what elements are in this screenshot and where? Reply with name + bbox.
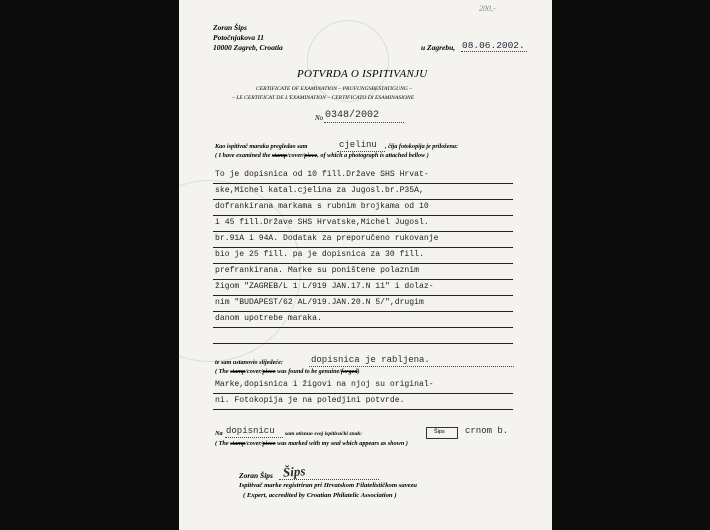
description-line-5: br.91A i 94A. Dodatak za preporučeno rukovanje — [215, 234, 439, 243]
description-line-10: danom upotrebe maraka. — [215, 314, 322, 323]
examined-en-post: , of which a photograph is attached bellow ) — [317, 152, 429, 159]
sender-street: Potočnjakova 11 — [213, 33, 265, 42]
seal-en-cover: /cover/ — [245, 440, 263, 447]
accreditation-english: ( Expert, accredited by Croatian Philatelic Association ) — [243, 492, 397, 499]
seal-en-stamp: stamp — [230, 440, 246, 447]
description-rule-1 — [213, 183, 513, 184]
established-en-piece: piece — [262, 368, 276, 375]
description-rule-3 — [213, 215, 513, 216]
seal-mark-box — [426, 427, 458, 439]
date-underline — [461, 51, 527, 52]
number-underline — [324, 122, 404, 123]
seal-english — [215, 440, 408, 447]
established-rule-1 — [213, 393, 513, 394]
established-english — [215, 368, 360, 375]
description-line-3: dofrankirana markama s rubnim brojkama od 10 — [215, 202, 429, 211]
place-label: u Zagrebu, — [421, 43, 456, 52]
established-en-cover: /cover/ — [245, 368, 263, 375]
description-line-6: bio je 25 fill. pa je dopisnica za 30 fill. — [215, 250, 424, 259]
description-rule-6 — [213, 263, 513, 264]
description-line-1: To je dopisnica od 10 fill.Države SHS Hrvat- — [215, 170, 429, 179]
seal-en-piece: piece — [262, 440, 276, 447]
pencil-note: 200,- — [479, 4, 496, 13]
seal-prefix: Na — [215, 430, 223, 437]
description-line-7: prefrankirana. Marke su poništene polaznim — [215, 266, 419, 275]
seal-item-underline — [225, 437, 283, 438]
established-line-1: Marke,dopisnica i žigovi na njoj su original- — [215, 380, 434, 389]
established-underline — [309, 366, 514, 367]
description-line-9: nim "BUDAPEST/62 AL/919.JAN.20.N 5/",drugim — [215, 298, 424, 307]
established-en-post: ) — [357, 368, 360, 375]
established-en-mid: was found to be genuine/ — [277, 368, 342, 375]
date-value: 08.06.2002. — [462, 40, 525, 51]
seal-item: dopisnicu — [226, 426, 275, 436]
subtitle-line-2: – LE CERTIFICAT DE L'EXAMINATION – CERTIFICATO DI ESAMINASIONE — [232, 95, 415, 101]
seal-middle-text: sam otisnuo svoj ispitivački znak: — [285, 431, 363, 437]
description-rule-10 — [213, 327, 513, 328]
handwritten-signature: Šips — [282, 463, 306, 480]
established-line-2: ni. Fotokopija je na poledjini potvrde. — [215, 396, 405, 405]
established-rule-2 — [213, 409, 513, 410]
sender-city: 10000 Zagreb, Croatia — [213, 43, 283, 52]
description-rule-11 — [213, 343, 513, 344]
description-rule-5 — [213, 247, 513, 248]
description-rule-4 — [213, 231, 513, 232]
subtitle-line-1: CERTIFICATE OF EXAMINATION – PRUFUNGSBESTATIGUNG – — [256, 86, 413, 92]
established-finding: dopisnica je rabljena. — [311, 355, 430, 365]
description-line-2: ske,Michel katal.cjelina za Jugosl.br.P35A, — [215, 186, 424, 195]
seal-color: crnom b. — [465, 426, 509, 436]
examined-suffix: , čija fotokopija je priložena: — [385, 143, 459, 150]
examined-item: cjelinu — [339, 140, 377, 150]
established-en-forged: forged — [341, 368, 358, 375]
description-rule-7 — [213, 279, 513, 280]
certificate-number: 0348/2002 — [325, 110, 380, 121]
description-line-4: i 45 fill.Države SHS Hrvatske,Michel Jugosl. — [215, 218, 429, 227]
established-label: te sam ustanovio slijedeće: — [215, 359, 283, 366]
signer-name: Zoran Šips — [239, 471, 273, 480]
number-prefix: No — [315, 114, 324, 122]
page-title: POTVRDA O ISPITIVANJU — [297, 68, 428, 80]
examined-english — [215, 152, 429, 159]
certificate-sheet — [179, 0, 552, 530]
established-en-stamp: stamp — [230, 368, 246, 375]
examined-prefix: Kao ispitivač maraka pregledao sam — [215, 143, 308, 150]
examined-label — [215, 143, 307, 150]
examined-en-pre: ( I have examined the — [215, 152, 271, 159]
examined-en-stamp: stamp — [271, 152, 288, 159]
accreditation-line: Ispitivač marke registriran pri Hrvatskom Filatelističkom savezu — [239, 482, 417, 489]
description-rule-8 — [213, 295, 513, 296]
seal-mark: Šips — [434, 429, 445, 435]
seal-en-post: was marked with my seal which appears as shown ) — [277, 440, 408, 447]
description-rule-2 — [213, 199, 513, 200]
examined-en-piece: piece — [304, 152, 318, 159]
established-en-pre: ( The — [215, 368, 229, 375]
signature-line — [279, 479, 379, 480]
description-rule-9 — [213, 311, 513, 312]
seal-en-pre: ( The — [215, 440, 229, 447]
examined-en-cover: /cover/ — [287, 152, 305, 159]
description-line-8: žigom "ZAGREB/L 1 L/919 JAN.17.N 11" i dolaz- — [215, 282, 434, 291]
sender-name: Zoran Šips — [213, 23, 247, 32]
